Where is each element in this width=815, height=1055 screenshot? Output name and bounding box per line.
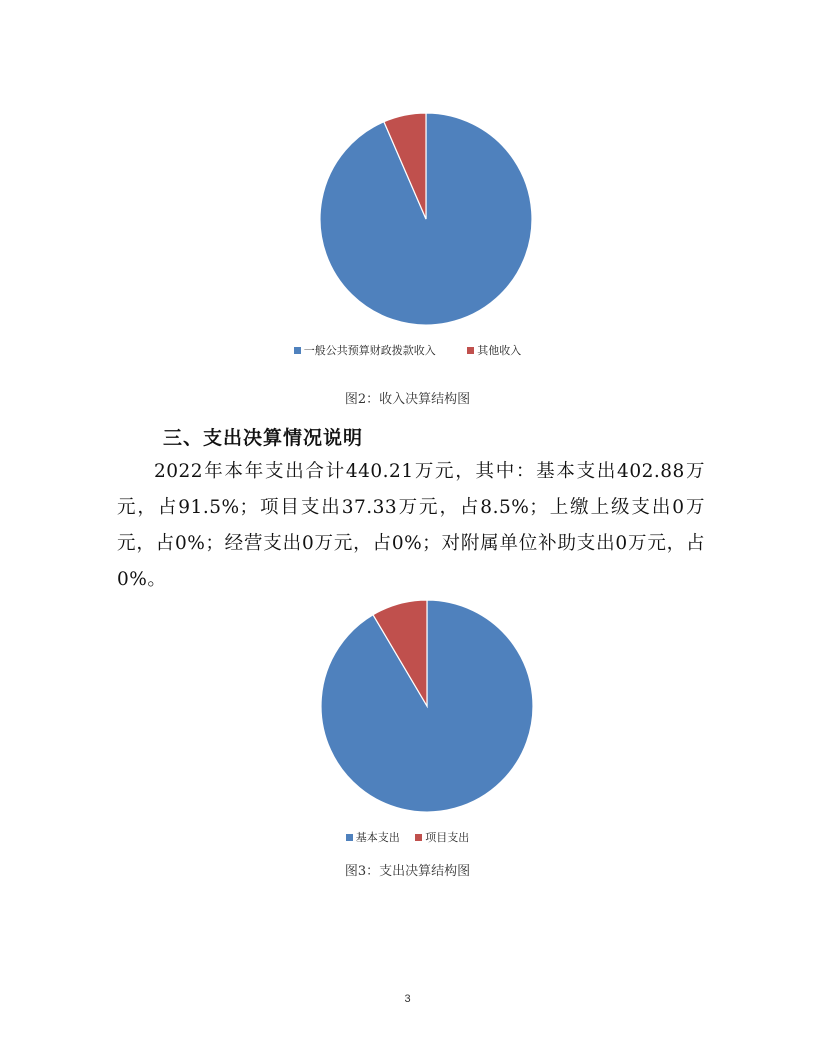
legend-swatch-red bbox=[467, 347, 474, 354]
figure-2-caption: 图2：收入决算结构图 bbox=[344, 392, 471, 407]
legend-item-project bbox=[415, 829, 469, 845]
expenditure-paragraph: 2022年本年支出合计440.21万元，其中：基本支出402.88万元，占91.5%；项目支出37.33万元，占8.5%；上缴上级支出0万元，占0%；经营支出0万元，占0%；对附属单位补助支出0万元，占0%。 bbox=[117, 461, 705, 590]
section-heading: 三、支出决算情况说明 bbox=[163, 427, 364, 449]
legend-item-basic bbox=[346, 829, 400, 845]
legend-swatch-blue bbox=[294, 347, 301, 354]
legend-label: 其他收入 bbox=[477, 344, 522, 357]
income-pie-chart bbox=[318, 111, 534, 327]
legend-swatch-red bbox=[415, 834, 422, 841]
legend-item-general-budget bbox=[294, 342, 436, 358]
income-pie-legend bbox=[0, 342, 815, 358]
legend-label: 项目支出 bbox=[425, 831, 470, 844]
expenditure-pie-legend bbox=[0, 829, 815, 845]
legend-label: 一般公共预算财政拨款收入 bbox=[303, 344, 436, 357]
figure-3-caption: 图3：支出决算结构图 bbox=[344, 864, 471, 879]
legend-item-other-income bbox=[467, 342, 521, 358]
legend-label: 基本支出 bbox=[355, 831, 400, 844]
expenditure-pie-chart bbox=[319, 598, 535, 814]
legend-swatch-blue bbox=[346, 834, 353, 841]
page-number: 3 bbox=[404, 993, 411, 1005]
